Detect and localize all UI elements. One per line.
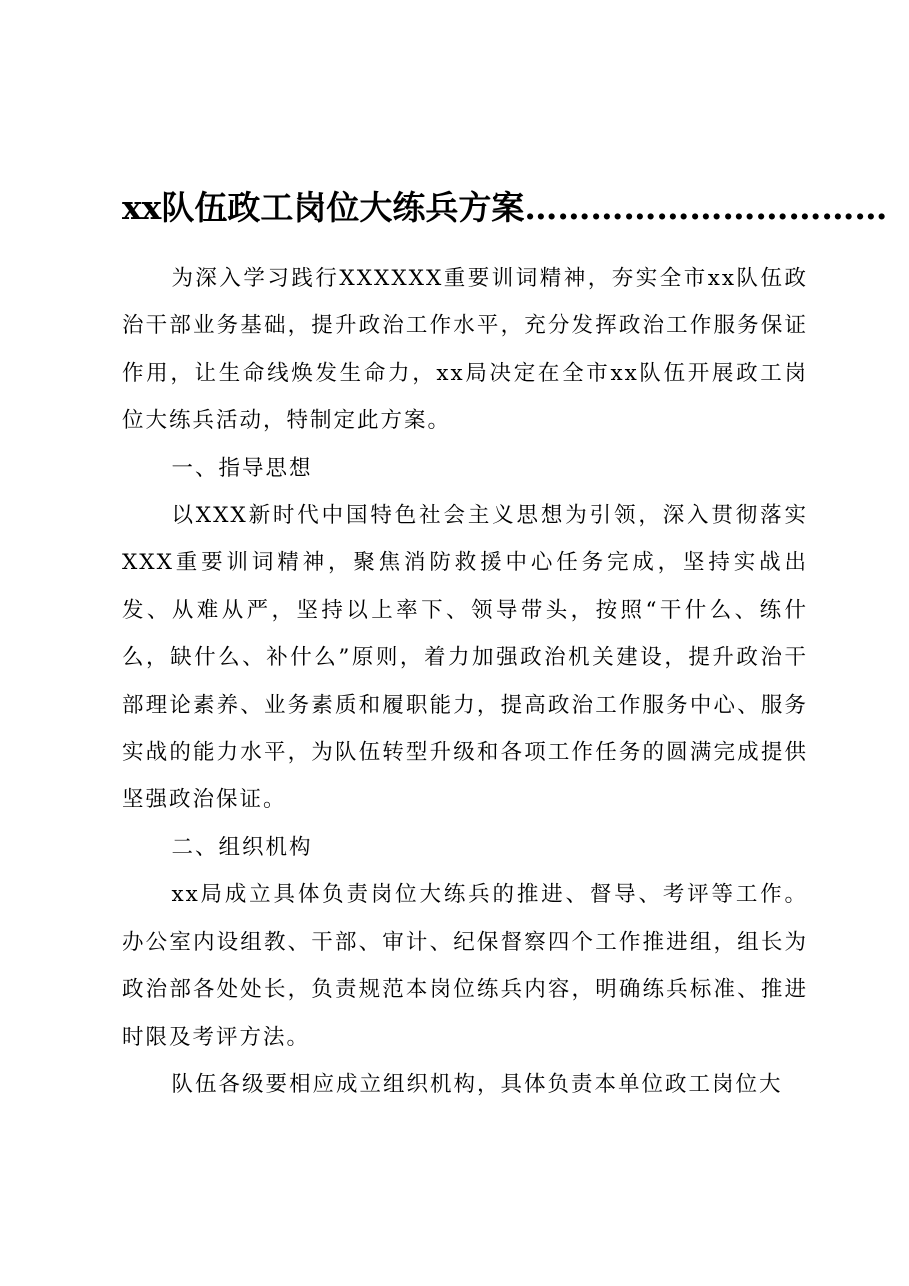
organization-paragraph-2: 队伍各级要相应成立组织机构，具体负责本单位政工岗位大	[171, 1071, 783, 1097]
section-heading-guiding-ideology: 一、指导思想	[171, 455, 313, 481]
section-heading-organization: 二、组织机构	[171, 834, 313, 860]
organization-paragraph: xx局成立具体负责岗位大练兵的推进、督导、考评等工作。办公室内设组教、干部、审计、纪保督察四个工作推进组，组长为政治部各处处长，负责规范本岗位练兵内容，明确练兵标准、推进时限及考评方法。	[122, 882, 808, 1050]
document-title: xx队伍政工岗位大练兵方案……………………………	[122, 188, 888, 227]
intro-paragraph: 为深入学习践行XXXXXX重要训词精神，夯实全市xx队伍政治干部业务基础，提升政治工作水平，充分发挥政治工作服务保证作用，让生命线焕发生命力，xx局决定在全市xx队伍开展政工岗位大练兵活动，特制定此方案。	[122, 266, 808, 434]
guiding-ideology-paragraph: 以XXX新时代中国特色社会主义思想为引领，深入贯彻落实XXX重要训词精神，聚焦消防救援中心任务完成，坚持实战出发、从难从严，坚持以上率下、领导带头，按照“干什么、练什么，缺什么、补什么”原则，着力加强政治机关建设，提升政治干部理论素养、业务素质和履职能力，提高政治工作服务中心、服务实战的能力水平，为队伍转型升级和各项工作任务的圆满完成提供坚强政治保证。	[122, 503, 808, 813]
document-body	[122, 255, 808, 1108]
